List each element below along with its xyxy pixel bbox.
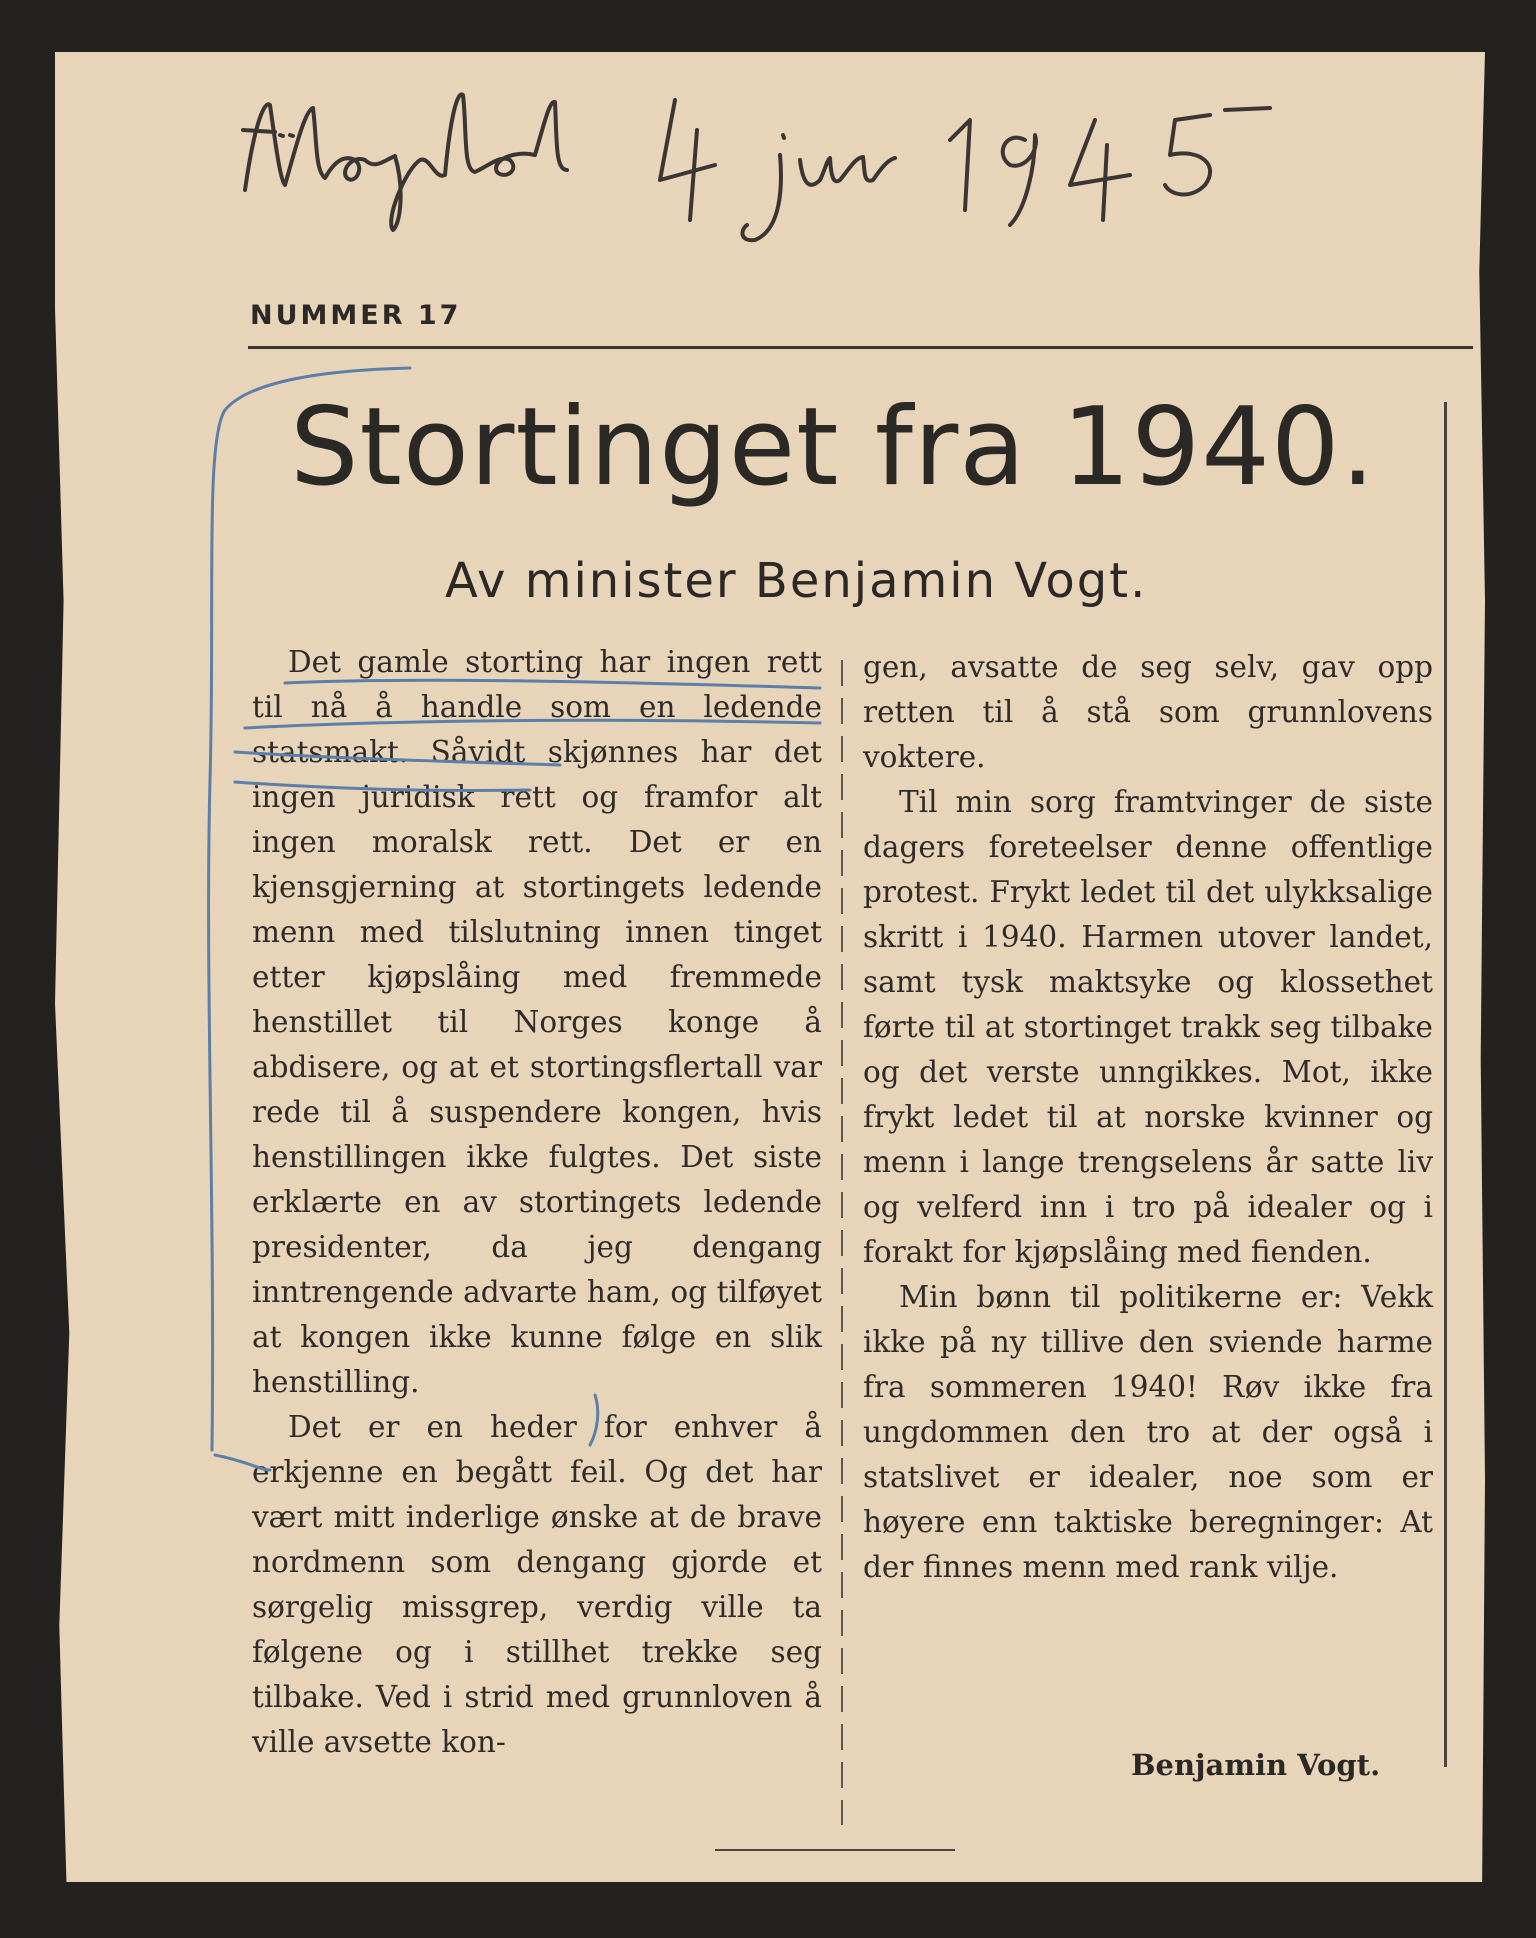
left-paragraph-2: Det er en heder for enhver å erkjenne en begått feil. Og det har vært mitt inderlige ønske at de brave nordmenn som dengang gjorde et sørgelig missgrep, verdig ville ta følgene og i stillhet trekke seg tilbake. Ved i strid med grunnloven å ville avsette kon- (252, 1410, 822, 1759)
left-paragraph-1: Det gamle storting har ingen rett til nå å handle som en ledende statsmakt. Såvidt skjønnes har det ingen juridisk rett og framfor alt ingen moralsk rett. Det er en kjensgjerning at stortingets ledende menn med tilslutning innen tinget etter kjøpslåing med fremmede henstillet til Norges konge å abdisere, og at et stortingsflertall var rede til å suspendere kongen, hvis henstillingen ikke fulgtes. Det siste erklærte en av stortingets ledende presidenter, da jeg dengang inntrengende advarte ham, og tilføyet at kongen ikke kunne følge en slik henstilling. (252, 645, 822, 1399)
issue-number: NUMMER 17 (250, 300, 462, 331)
column-right (863, 645, 1433, 1590)
column-divider (841, 660, 843, 1825)
bottom-rule (715, 1849, 955, 1851)
byline: Av minister Benjamin Vogt. (445, 553, 1148, 609)
right-paragraph-3: Min bønn til politikerne er: Vekk ikke på ny tillive den sviende harme fra sommeren 1940! Røv ikke fra ungdommen den tro at der også i statslivet er idealer, noe som er høyere enn taktiske beregninger: At der finnes menn med rank vilje. (863, 1280, 1433, 1584)
right-border-rule (1444, 402, 1447, 1767)
right-paragraph-1: gen, avsatte de seg selv, gav opp retten til å stå som grunnlovens voktere. (863, 650, 1433, 774)
right-paragraph-2: Til min sorg framtvinger de siste dagers foreteelser denne offentlige protest. Frykt ledet til det ulykksalige skritt i 1940. Harmen utover landet, samt tysk maktsyke og klossethet førte til at stortinget trakk seg tilbake og det verste unngikkes. Mot, ikke frykt ledet til at norske kvinner og menn i lange trengselens år satte liv og velferd inn i tro på idealer og i forakt for kjøpslåing med fienden. (863, 785, 1433, 1269)
headline: Stortinget fra 1940. (290, 385, 1376, 510)
top-rule (248, 346, 1473, 349)
handwritten-source-note (235, 60, 1275, 260)
signature: Benjamin Vogt. (1131, 1748, 1381, 1782)
column-left (252, 640, 822, 1765)
